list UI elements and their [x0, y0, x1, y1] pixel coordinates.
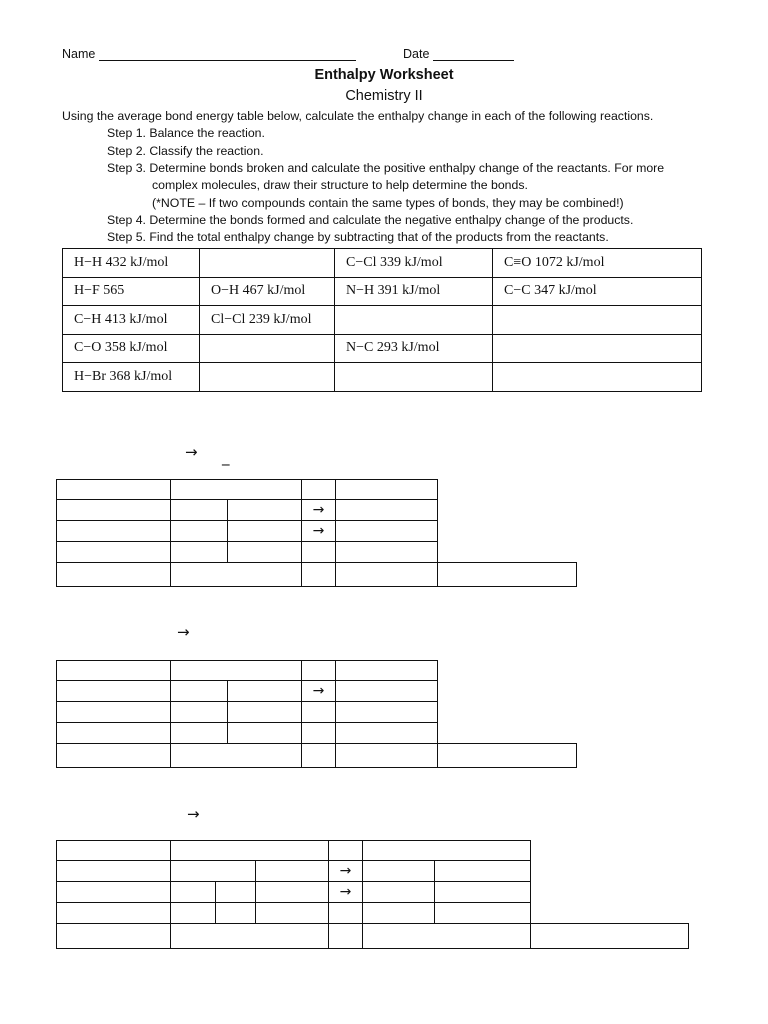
grid-cell[interactable]	[227, 722, 302, 744]
bond-cell	[493, 334, 702, 363]
arrow-cell: →	[328, 881, 363, 903]
table-row	[63, 334, 702, 363]
grid-cell[interactable]	[434, 881, 531, 903]
bond-cell	[200, 249, 335, 278]
grid-cell[interactable]	[255, 881, 329, 903]
bond-cell: N−C 293 kJ/mol	[335, 334, 493, 363]
grid-cell[interactable]	[56, 701, 171, 723]
grid-cell[interactable]	[335, 520, 438, 542]
grid-cell[interactable]	[362, 840, 531, 861]
worksheet-title: Enthalpy Worksheet	[314, 67, 454, 83]
grid-cell[interactable]	[227, 701, 302, 723]
grid-cell[interactable]	[301, 479, 336, 500]
grid-cell[interactable]	[170, 680, 228, 702]
grid-cell[interactable]	[56, 923, 171, 949]
grid-cell[interactable]	[328, 840, 363, 861]
grid-cell[interactable]	[335, 562, 438, 587]
grid-cell[interactable]	[362, 881, 435, 903]
grid-cell[interactable]	[335, 499, 438, 521]
step-5: Step 5. Find the total enthalpy change by subtracting that of the products from the reactants.	[107, 230, 609, 244]
grid-cell[interactable]	[227, 499, 302, 521]
bond-cell: O−H 467 kJ/mol	[200, 277, 335, 306]
grid-cell[interactable]	[56, 722, 171, 744]
reaction-1-blank: _	[222, 448, 230, 466]
arrow-cell: →	[301, 499, 336, 521]
reaction-1-arrow: →	[185, 443, 198, 461]
grid-cell[interactable]	[170, 722, 228, 744]
grid-cell[interactable]	[56, 680, 171, 702]
bond-energy-table	[62, 248, 702, 392]
arrow-cell: →	[301, 680, 336, 702]
grid-cell[interactable]	[170, 860, 256, 882]
grid-cell[interactable]	[170, 701, 228, 723]
grid-cell[interactable]	[335, 743, 438, 768]
grid-cell[interactable]	[335, 660, 438, 681]
grid-cell[interactable]	[301, 743, 336, 768]
grid-cell[interactable]	[56, 541, 171, 563]
bond-cell	[335, 306, 493, 335]
date-field[interactable]	[433, 47, 514, 61]
step-2: Step 2. Classify the reaction.	[107, 144, 264, 158]
grid-cell[interactable]	[255, 860, 329, 882]
grid-cell[interactable]	[170, 881, 216, 903]
grid-cell[interactable]	[301, 722, 336, 744]
grid-cell[interactable]	[56, 660, 171, 681]
table-row	[63, 249, 702, 278]
table-row	[63, 363, 702, 392]
grid-cell[interactable]	[227, 520, 302, 542]
grid-cell[interactable]	[255, 902, 329, 924]
name-field[interactable]	[99, 47, 356, 61]
grid-cell[interactable]	[335, 680, 438, 702]
grid-cell[interactable]	[301, 701, 336, 723]
bond-cell: Cl−Cl 239 kJ/mol	[200, 306, 335, 335]
grid-cell[interactable]	[335, 722, 438, 744]
grid-cell[interactable]	[215, 902, 256, 924]
reaction-2-arrow: →	[177, 623, 190, 641]
bond-cell: H−F 565	[63, 277, 200, 306]
name-label: Name	[62, 47, 96, 61]
grid-cell[interactable]	[227, 541, 302, 563]
grid-cell[interactable]	[56, 499, 171, 521]
reaction-3-arrow: →	[187, 805, 200, 823]
table-row	[63, 277, 702, 306]
grid-cell[interactable]	[170, 562, 302, 587]
grid-cell[interactable]	[170, 902, 216, 924]
grid-cell[interactable]	[56, 562, 171, 587]
grid-cell[interactable]	[56, 743, 171, 768]
grid-cell[interactable]	[434, 860, 531, 882]
bond-cell	[200, 334, 335, 363]
grid-cell[interactable]	[170, 479, 302, 500]
grid-cell[interactable]	[301, 562, 336, 587]
grid-cell[interactable]	[530, 923, 689, 949]
date-label: Date	[403, 47, 430, 61]
instructions-intro: Using the average bond energy table below, calculate the enthalpy change in each of the following reactions.	[62, 109, 654, 123]
grid-cell[interactable]	[335, 701, 438, 723]
grid-cell[interactable]	[56, 520, 171, 542]
bond-cell: C−O 358 kJ/mol	[63, 334, 200, 363]
bond-cell: C−C 347 kJ/mol	[493, 277, 702, 306]
grid-cell[interactable]	[56, 860, 171, 882]
step-3-continued: complex molecules, draw their structure to help determine the bonds.	[152, 178, 528, 192]
grid-cell[interactable]	[56, 902, 171, 924]
bond-cell	[493, 363, 702, 392]
grid-cell[interactable]	[335, 541, 438, 563]
grid-cell[interactable]	[170, 743, 302, 768]
bond-cell: N−H 391 kJ/mol	[335, 277, 493, 306]
grid-cell[interactable]	[170, 520, 228, 542]
grid-cell[interactable]	[170, 923, 329, 949]
grid-cell[interactable]	[328, 923, 363, 949]
bond-cell	[493, 306, 702, 335]
step-3: Step 3. Determine bonds broken and calculate the positive enthalpy change of the reactants. For more	[107, 161, 665, 175]
grid-cell[interactable]	[170, 541, 228, 563]
grid-cell[interactable]	[362, 902, 435, 924]
step-4: Step 4. Determine the bonds formed and calculate the negative enthalpy change of the products.	[107, 213, 634, 227]
grid-cell[interactable]	[170, 499, 228, 521]
grid-cell[interactable]	[437, 743, 577, 768]
arrow-cell: →	[301, 520, 336, 542]
grid-cell[interactable]	[301, 541, 336, 563]
grid-cell[interactable]	[362, 923, 531, 949]
grid-cell[interactable]	[434, 902, 531, 924]
bond-cell	[335, 363, 493, 392]
arrow-cell: →	[328, 860, 363, 882]
grid-cell[interactable]	[362, 860, 435, 882]
step-3-note: (*NOTE – If two compounds contain the same types of bonds, they may be combined!)	[152, 196, 624, 210]
grid-cell[interactable]	[56, 479, 171, 500]
table-row	[63, 306, 702, 335]
grid-cell[interactable]	[227, 680, 302, 702]
bond-cell: C−Cl 339 kJ/mol	[335, 249, 493, 278]
bond-cell: C−H 413 kJ/mol	[63, 306, 200, 335]
bond-cell: H−Br 368 kJ/mol	[63, 363, 200, 392]
grid-cell[interactable]	[56, 881, 171, 903]
worksheet-subtitle: Chemistry II	[345, 88, 423, 104]
grid-cell[interactable]	[215, 881, 256, 903]
grid-cell[interactable]	[437, 562, 577, 587]
step-1: Step 1. Balance the reaction.	[107, 126, 265, 140]
bond-cell: H−H 432 kJ/mol	[63, 249, 200, 278]
grid-cell[interactable]	[301, 660, 336, 681]
bond-cell	[200, 363, 335, 392]
grid-cell[interactable]	[56, 840, 171, 861]
grid-cell[interactable]	[170, 840, 329, 861]
grid-cell[interactable]	[335, 479, 438, 500]
bond-cell: C≡O 1072 kJ/mol	[493, 249, 702, 278]
grid-cell[interactable]	[170, 660, 302, 681]
grid-cell[interactable]	[328, 902, 363, 924]
